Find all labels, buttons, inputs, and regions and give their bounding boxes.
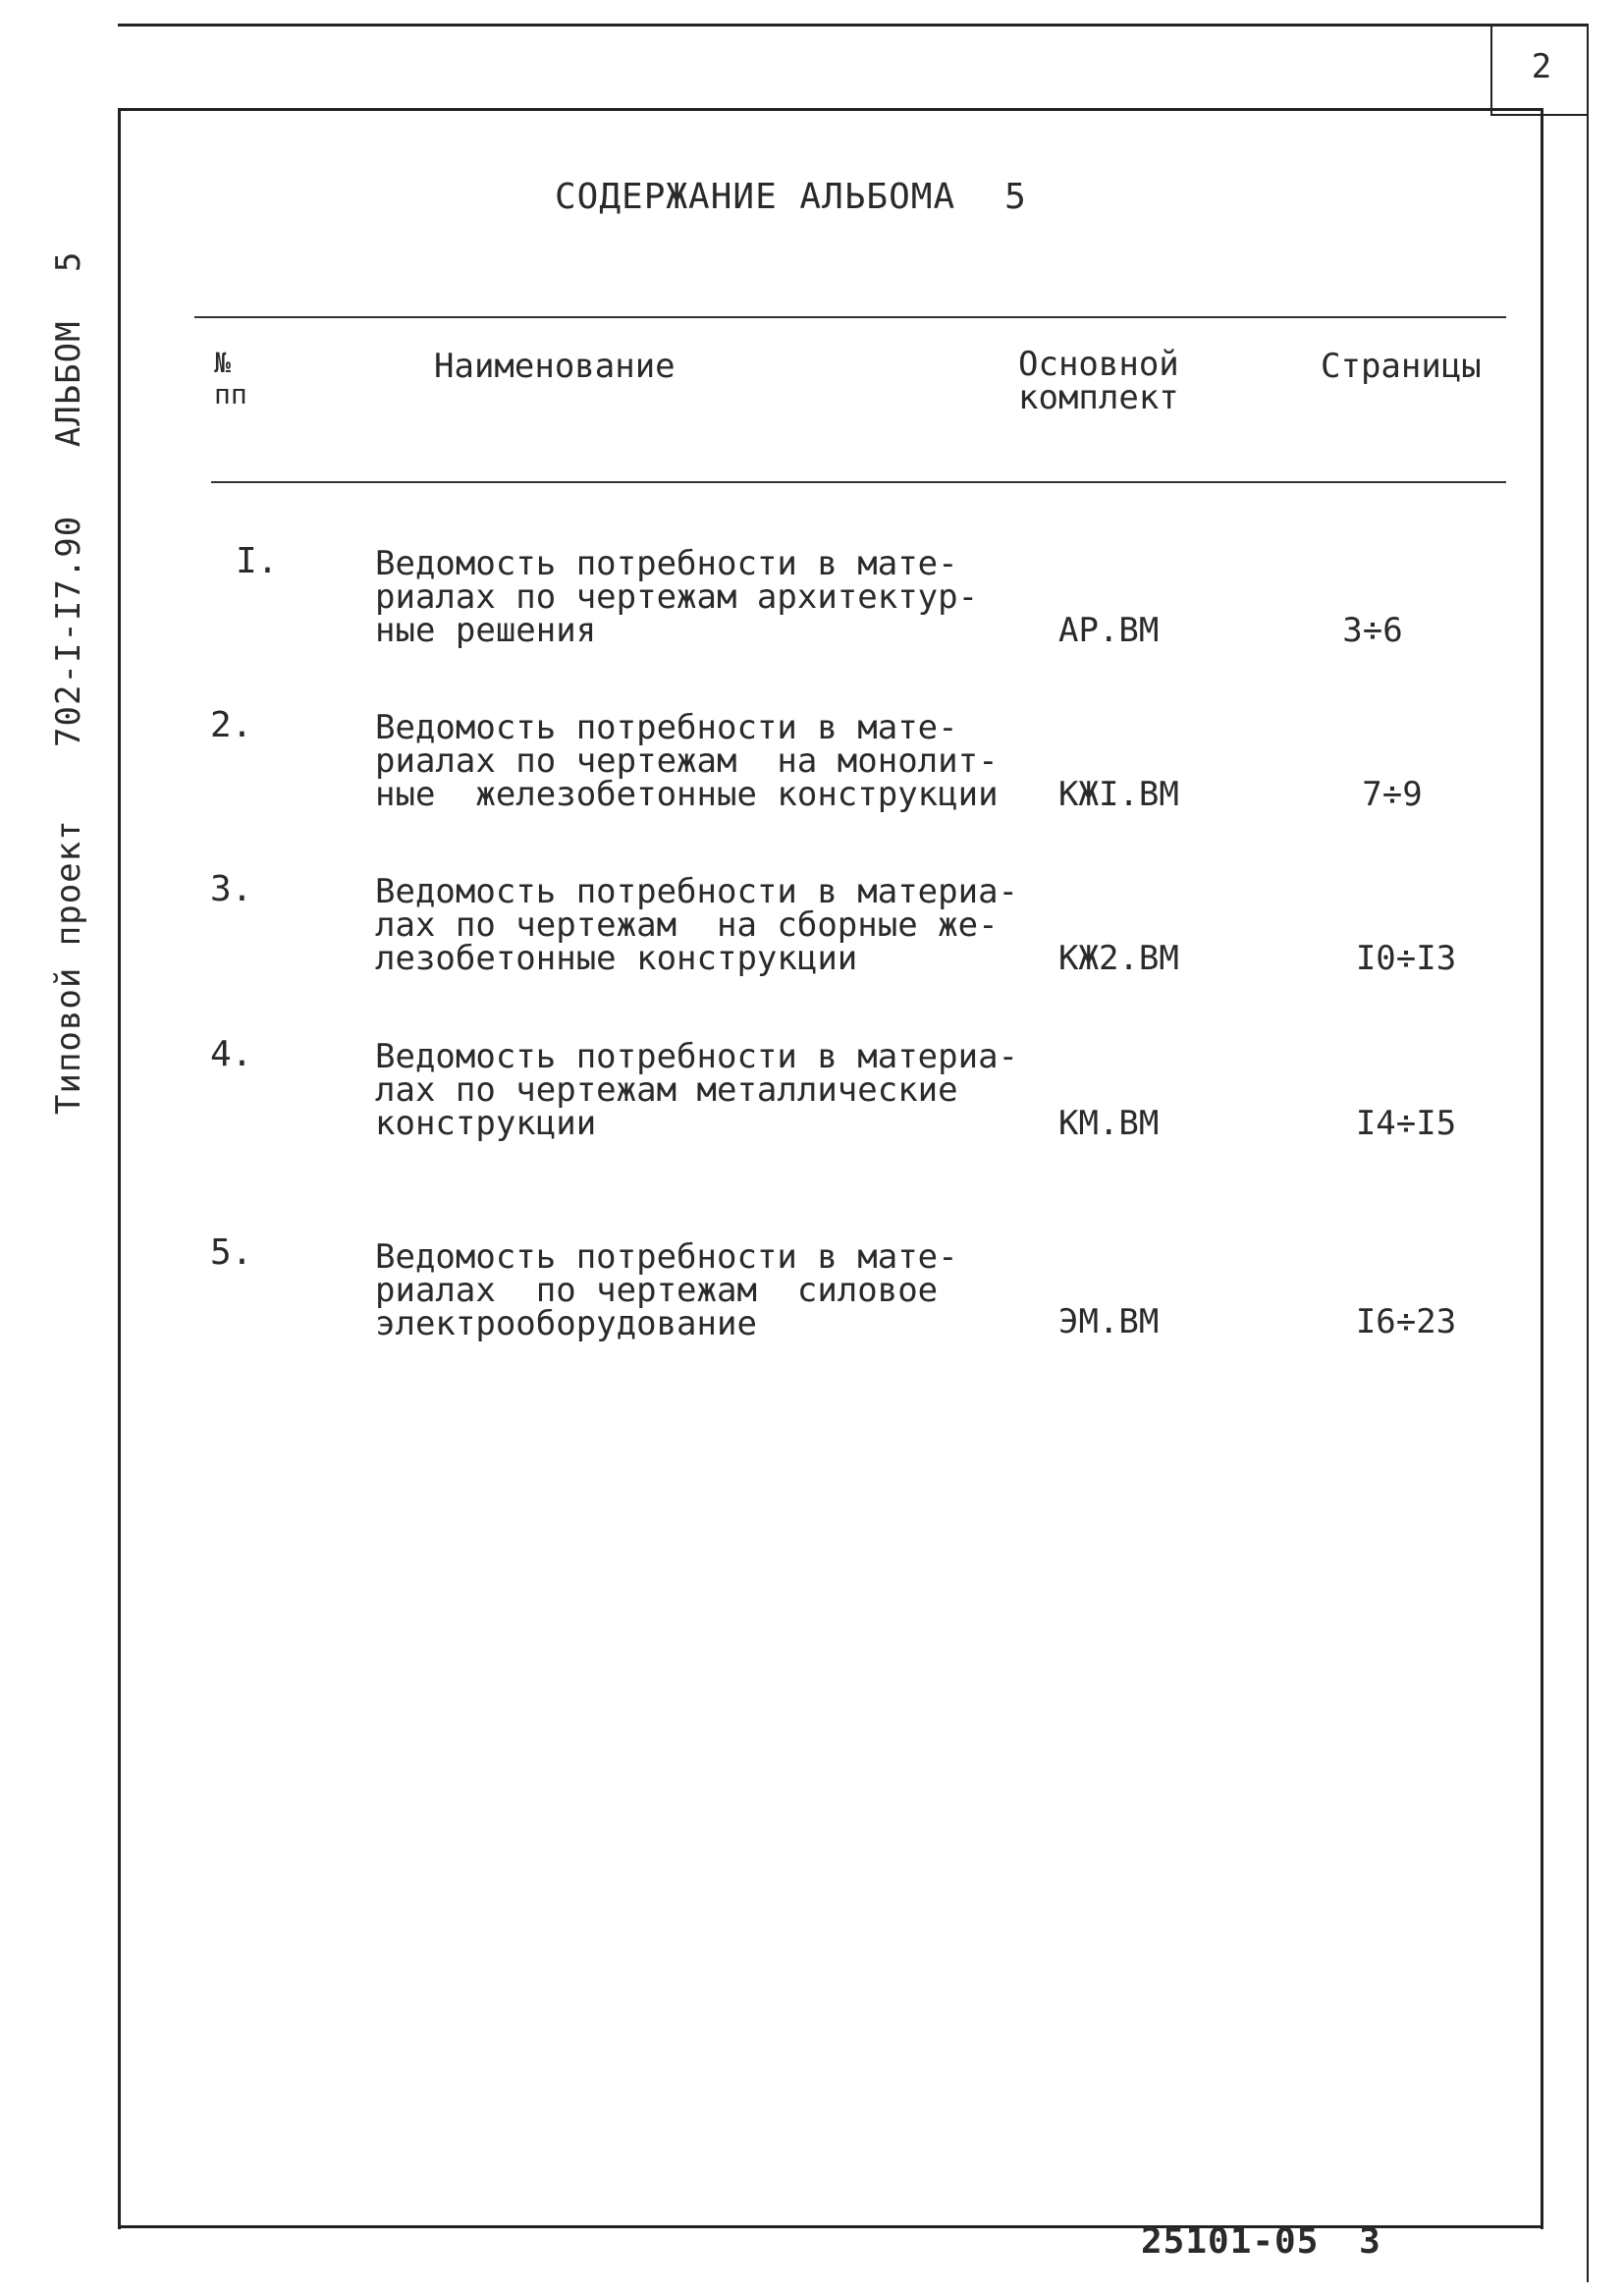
side-stamp-album-number: 5 bbox=[49, 250, 88, 272]
side-stamp-code: 702-I-I7.90 bbox=[49, 515, 88, 747]
row-number: 2. bbox=[210, 705, 253, 745]
header-main-set: Основной комплект bbox=[1018, 345, 1179, 417]
row-number: 4. bbox=[210, 1034, 253, 1074]
row-name: Ведомость потребности в мате- риалах по чертежам архитектур- ные решения bbox=[375, 544, 979, 650]
page-title-text: СОДЕРЖАНИЕ АЛЬБОМА bbox=[555, 177, 956, 217]
row-set: ЭМ.ВМ bbox=[1058, 1302, 1160, 1341]
row-number: 3. bbox=[210, 869, 253, 909]
page-number-box-left bbox=[1490, 24, 1492, 114]
row-set: КЖ2.ВМ bbox=[1058, 939, 1179, 978]
footer-sheet-number: 3 bbox=[1359, 2221, 1381, 2262]
header-number: № пп bbox=[214, 347, 247, 410]
footer-document-code bbox=[1141, 2221, 1381, 2262]
row-pages: 3÷6 bbox=[1342, 611, 1403, 650]
row-number: 5. bbox=[210, 1232, 253, 1273]
table-header-rule bbox=[211, 481, 1506, 483]
page-title bbox=[555, 177, 1027, 217]
table-row bbox=[0, 705, 1623, 866]
footer-code: 25101-05 bbox=[1141, 2221, 1320, 2262]
table-row bbox=[0, 869, 1623, 1030]
table-top-rule bbox=[194, 316, 1506, 318]
row-name: Ведомость потребности в мате- риалах по чертежам на монолит- ные железобетонные конструкции bbox=[375, 708, 999, 814]
frame-top-border bbox=[118, 108, 1543, 111]
row-name: Ведомость потребности в материа- лах по чертежам на сборные же- лезобетонные конструкции bbox=[375, 872, 1019, 978]
outer-top-border bbox=[118, 24, 1589, 27]
row-set: КЖI.ВМ bbox=[1058, 775, 1179, 814]
row-pages: 7÷9 bbox=[1362, 775, 1423, 814]
row-name: Ведомость потребности в мате- риалах по чертежам силовое электрооборудование bbox=[375, 1237, 958, 1343]
page-number: 2 bbox=[1531, 47, 1552, 86]
row-pages: I6÷23 bbox=[1355, 1302, 1457, 1341]
table-row bbox=[0, 541, 1623, 702]
row-pages: I0÷I3 bbox=[1355, 939, 1457, 978]
page-number-box-bottom bbox=[1490, 114, 1589, 116]
row-set: АР.ВМ bbox=[1058, 611, 1160, 650]
row-set: КМ.ВМ bbox=[1058, 1104, 1160, 1143]
page-title-number: 5 bbox=[1004, 177, 1027, 217]
side-stamp-album: АЛЬБОМ bbox=[49, 320, 88, 448]
table-row bbox=[0, 1232, 1623, 1394]
row-number: I. bbox=[236, 541, 279, 581]
header-pages: Страницы bbox=[1321, 347, 1482, 386]
table-row bbox=[0, 1034, 1623, 1195]
side-stamp-project: Типовой проект bbox=[49, 819, 88, 1115]
row-name: Ведомость потребности в материа- лах по чертежам металлические конструкции bbox=[375, 1037, 1019, 1143]
header-name: Наименование bbox=[434, 347, 676, 386]
row-pages: I4÷I5 bbox=[1355, 1104, 1457, 1143]
